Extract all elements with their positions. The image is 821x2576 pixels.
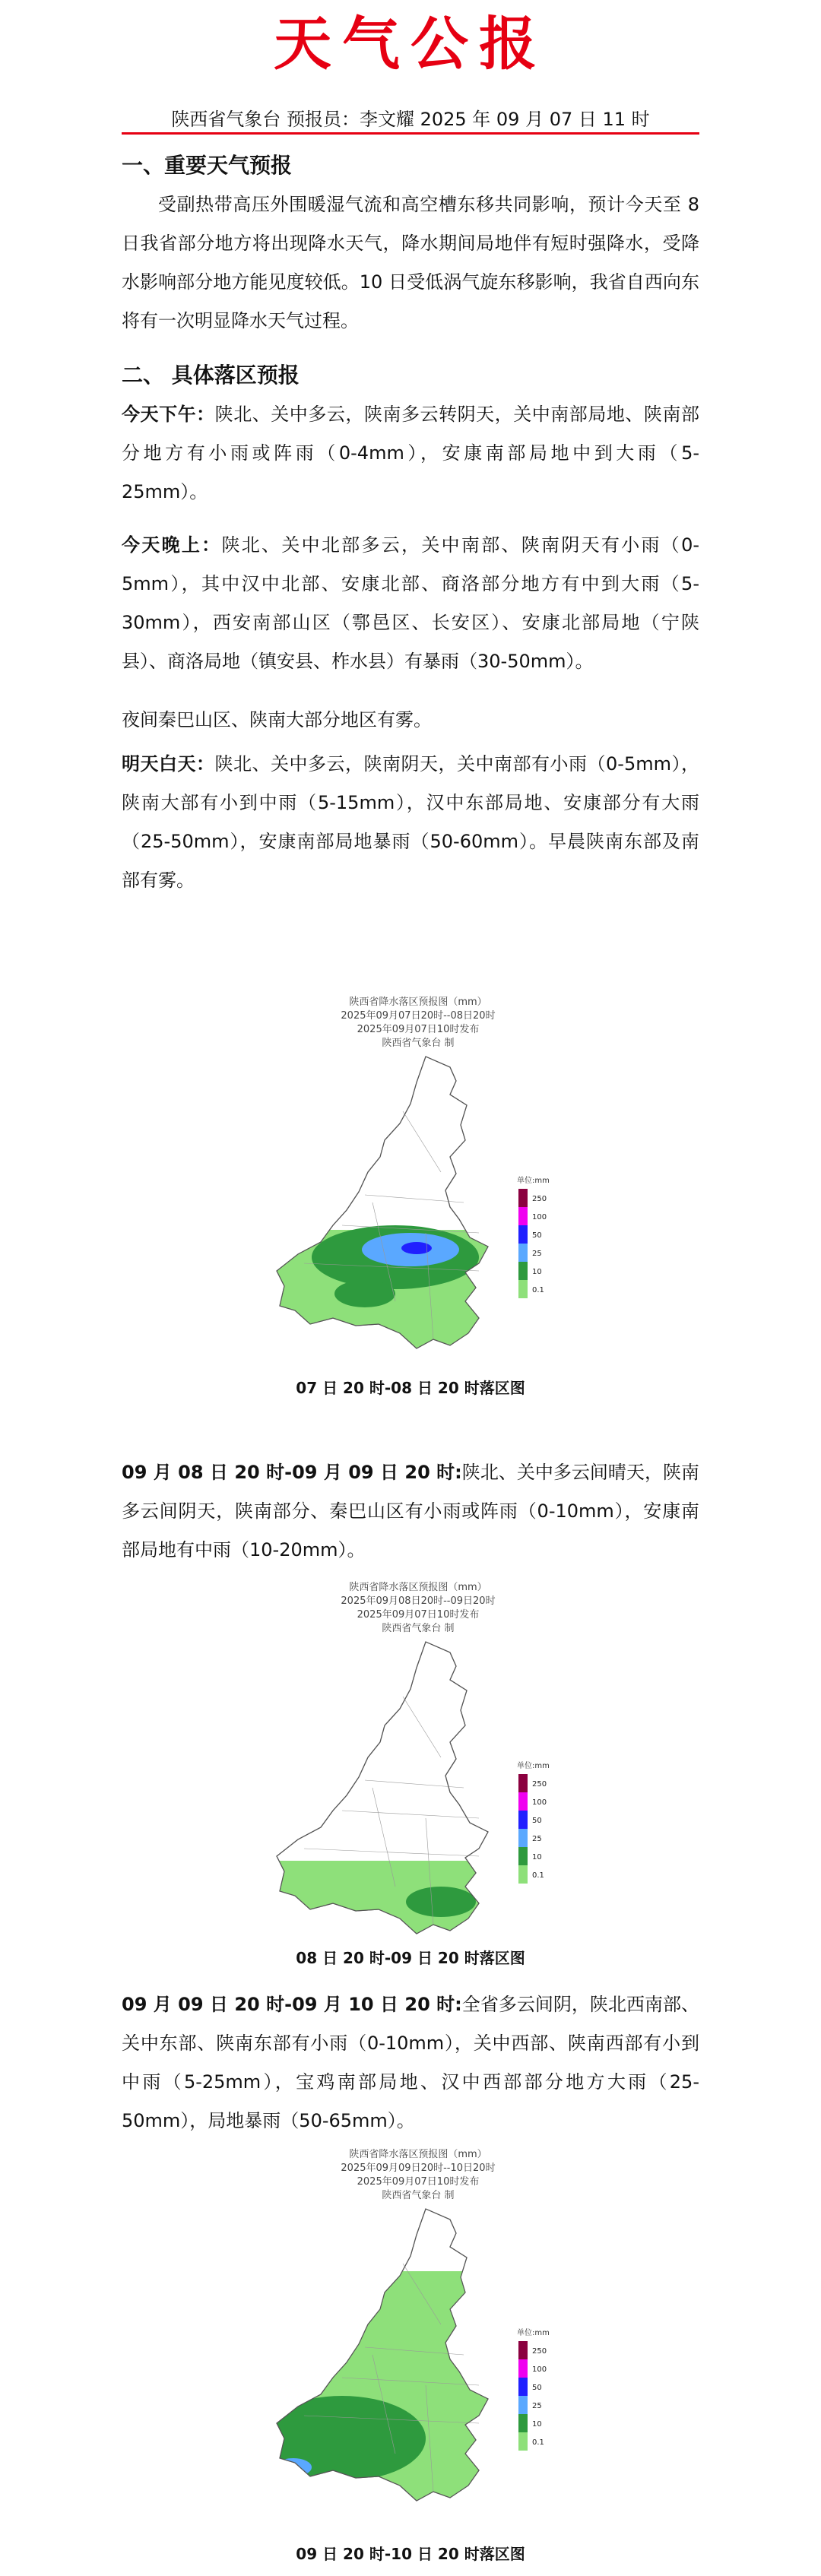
afternoon-label: 今天下午： xyxy=(122,404,215,425)
map2-header-3: 2025年09月07日10时发布 xyxy=(357,1609,480,1621)
legend-swatch xyxy=(518,1811,528,1829)
evening-text: 陕北、关中北部多云，关中南部、陕南阴天有小雨（0-5mm），其中汉中北部、安康北部、商洛部分地方有中到大雨（5-30mm），西安南部山区（鄠邑区、长安区）、安康北部局地（宁陕县）、商洛局地（镇安县、柞水县）有暴雨（30-50mm）。 xyxy=(122,534,700,672)
rain-areas xyxy=(274,1861,494,1937)
evening-forecast xyxy=(122,526,699,681)
map1-header-2: 2025年09月07日20时--08日20时 xyxy=(341,1010,496,1022)
map3-header-4: 陕西省气象台 制 xyxy=(382,2190,455,2201)
afternoon-forecast xyxy=(122,395,699,512)
legend-label: 250 xyxy=(532,1195,547,1203)
map3-header-3: 2025年09月07日10时发布 xyxy=(357,2176,480,2188)
legend-label: 10 xyxy=(532,1853,542,1862)
legend-swatch xyxy=(518,1280,528,1298)
legend-swatch xyxy=(518,2414,528,2432)
legend-label: 0.1 xyxy=(532,1871,544,1880)
legend-swatch xyxy=(518,2341,528,2359)
bulletin-title: 天气公报 xyxy=(274,10,547,78)
legend-swatch xyxy=(518,1792,528,1811)
map3-caption: 09 日 20 时-10 日 20 时落区图 xyxy=(296,2545,525,2563)
legend-swatch xyxy=(518,1847,528,1865)
map2-header-1: 陕西省降水落区预报图（mm） xyxy=(349,1582,487,1593)
legend-label: 25 xyxy=(532,1835,542,1843)
legend-label: 25 xyxy=(532,1250,542,1258)
legend-swatch xyxy=(518,1774,528,1792)
map1-header-1: 陕西省降水落区预报图（mm） xyxy=(349,996,487,1008)
legend-swatch xyxy=(518,2378,528,2396)
rain-map-3 xyxy=(251,2203,585,2514)
section2-heading: 二、 具体落区预报 xyxy=(122,363,300,388)
tomorrow-label: 明天白天： xyxy=(122,753,215,775)
legend-label: 25 xyxy=(532,2402,542,2410)
map1-header-4: 陕西省气象台 制 xyxy=(382,1038,455,1049)
rain-area-moderate-2 xyxy=(334,1280,395,1307)
legend-unit: 单位:mm xyxy=(517,1762,550,1770)
legend-label: 100 xyxy=(532,2365,547,2374)
legend-label: 250 xyxy=(532,2347,547,2356)
map-figure-3 xyxy=(251,2148,585,2517)
map3-header-2: 2025年09月09日20时--10日20时 xyxy=(341,2163,496,2174)
period2-text: 陕北、关中多云间晴天，陕南多云间阴天，陕南部分、秦巴山区有小雨或阵雨（0-10mm），安康南部局地有中雨（10-20mm）。 xyxy=(122,1462,699,1560)
tomorrow-text: 陕北、关中多云，陕南阴天，关中南部有小雨（0-5mm），陕南大部有小到中雨（5-15mm），汉中东部局地、安康部分有大雨（25-50mm），安康南部局地暴雨（50-60mm）。早晨陕南东部及南部有雾。 xyxy=(122,753,699,891)
section1-heading: 一、重要天气预报 xyxy=(122,153,293,178)
legend-label: 10 xyxy=(532,1268,542,1276)
map1-caption: 07 日 20 时-08 日 20 时落区图 xyxy=(296,1379,525,1397)
legend-label: 250 xyxy=(532,1780,547,1789)
legend-swatch xyxy=(518,2359,528,2378)
legend-unit: 单位:mm xyxy=(517,1177,550,1185)
rain-area-moderate xyxy=(406,1887,476,1917)
legend-label: 50 xyxy=(532,1231,542,1240)
map-figure-2 xyxy=(251,1581,585,1950)
byline: 陕西省气象台 预报员：李文耀 2025 年 09 月 07 日 11 时 xyxy=(171,109,650,130)
map2-caption: 08 日 20 时-09 日 20 时落区图 xyxy=(296,1949,525,1967)
rain-areas xyxy=(274,1225,494,1351)
legend-swatch xyxy=(518,2396,528,2414)
afternoon-text: 陕北、关中多云，陕南多云转阴天，关中南部局地、陕南部分地方有小雨或阵雨（0-4mm），安康南部局地中到大雨（5-25mm）。 xyxy=(122,404,700,502)
rain-area-moderate xyxy=(258,2396,426,2481)
legend-unit: 单位:mm xyxy=(517,2329,550,2337)
legend-swatch xyxy=(518,1207,528,1225)
evening-label: 今天晚上： xyxy=(122,534,222,556)
rain-map-2 xyxy=(251,1636,585,1947)
map-figure-1 xyxy=(251,996,585,1365)
legend-swatch xyxy=(518,2432,528,2451)
section1-text: 受副热带高压外围暖湿气流和高空槽东移共同影响，预计今天至 8 日我省部分地方将出现降水天气，降水期间局地伴有短时强降水，受降水影响部分地方能见度较低。10 日受低涡气旋东移影响，我省自西向东将有一次明显降水天气过程。 xyxy=(122,194,699,331)
legend-swatch xyxy=(518,1262,528,1280)
legend-label: 0.1 xyxy=(532,2438,544,2447)
red-divider xyxy=(122,132,699,135)
legend-swatch xyxy=(518,1244,528,1262)
period2-label: 09 月 08 日 20 时-09 月 09 日 20 时: xyxy=(122,1462,462,1483)
tomorrow-forecast xyxy=(122,745,699,900)
legend-label: 0.1 xyxy=(532,1286,544,1294)
legend-swatch xyxy=(518,1189,528,1207)
legend-swatch xyxy=(518,1865,528,1884)
legend-label: 50 xyxy=(532,2384,542,2392)
legend-swatch xyxy=(518,1829,528,1847)
period2-forecast xyxy=(122,1453,699,1570)
rain-area-storm xyxy=(283,2464,298,2473)
rain-area-heavy xyxy=(275,2458,312,2476)
rain-areas xyxy=(258,2271,494,2507)
legend-label: 10 xyxy=(532,2420,542,2429)
legend-label: 50 xyxy=(532,1817,542,1825)
fog-note: 夜间秦巴山区、陕南大部分地区有雾。 xyxy=(122,709,432,730)
map2-header-4: 陕西省气象台 制 xyxy=(382,1623,455,1634)
map1-header-3: 2025年09月07日10时发布 xyxy=(357,1024,480,1035)
period3-text: 全省多云间阴，陕北西南部、关中东部、陕南东部有小雨（0-10mm），关中西部、陕南西部有小到中雨（5-25mm），宝鸡南部局地、汉中西部部分地方大雨（25-50mm），局地暴雨（50-65mm）。 xyxy=(122,1994,699,2131)
legend-swatch xyxy=(518,1225,528,1244)
period3-label: 09 月 09 日 20 时-09 月 10 日 20 时: xyxy=(122,1994,462,2015)
legend-label: 100 xyxy=(532,1798,547,1807)
map3-header-1: 陕西省降水落区预报图（mm） xyxy=(349,2149,487,2160)
period3-forecast xyxy=(122,1985,699,2140)
legend-label: 100 xyxy=(532,1213,547,1221)
rain-map-1 xyxy=(251,1050,585,1362)
map2-header-2: 2025年09月08日20时--09日20时 xyxy=(341,1595,496,1607)
